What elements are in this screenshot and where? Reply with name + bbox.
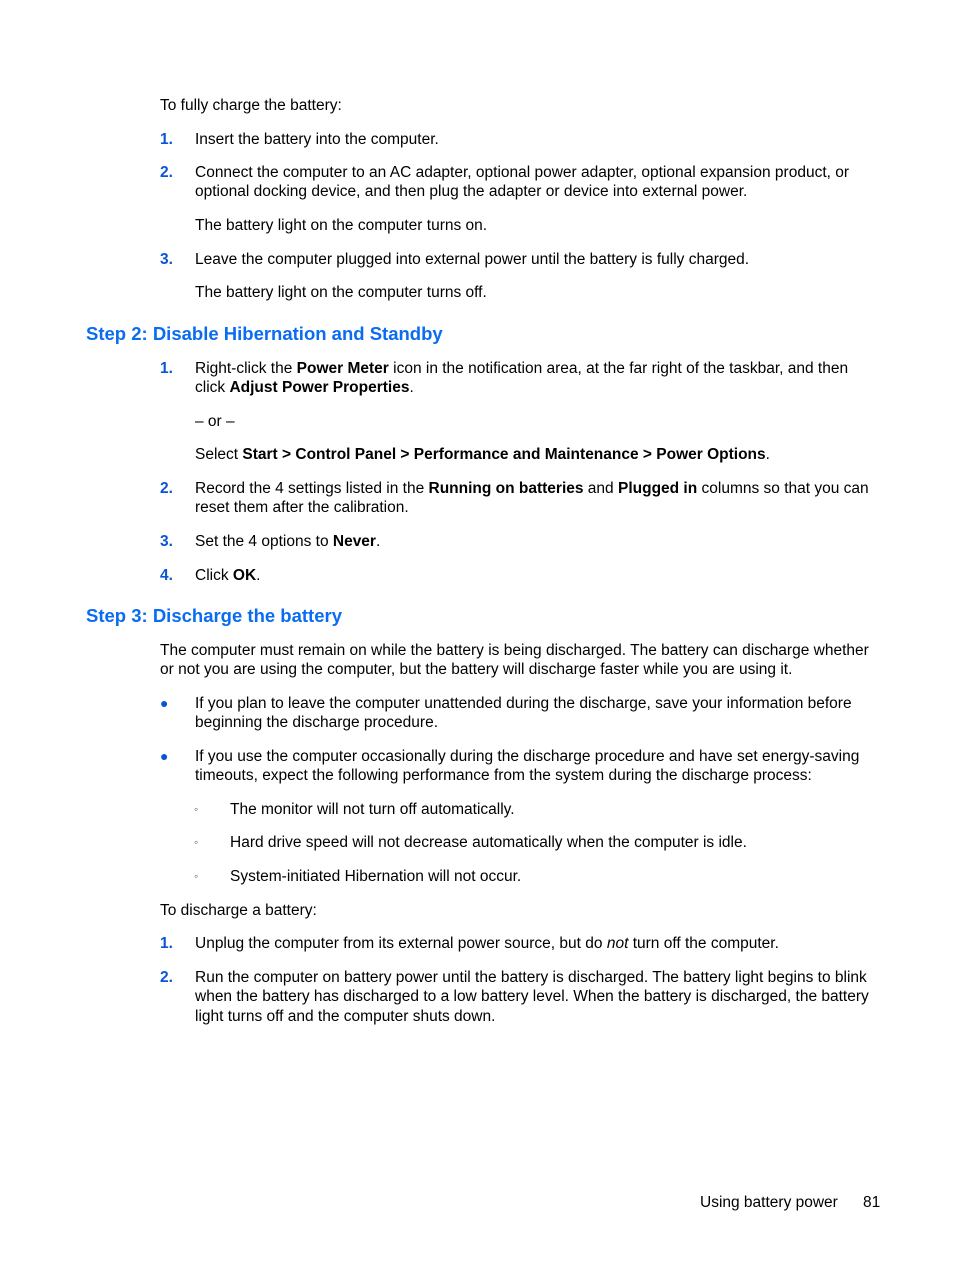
step-text: Unplug the computer from its external power source, but do not turn off the computer. (195, 935, 779, 952)
or-separator: – or – (195, 413, 235, 430)
step-text: Run the computer on battery power until the battery is discharged. The battery light begins to blink (195, 969, 867, 986)
bullet-text: If you plan to leave the computer unattended during the discharge, save your information before (195, 695, 852, 712)
discharge-intro: To discharge a battery: (160, 902, 317, 919)
subbullet-text: Hard drive speed will not decrease automatically when the computer is idle. (230, 834, 747, 851)
bullet-circle-icon: ◦ (194, 869, 199, 883)
step-text: reset them after the calibration. (195, 499, 409, 516)
bullet-dot-icon: ● (160, 748, 169, 764)
charge-step-note: The battery light on the computer turns off. (195, 284, 487, 301)
step-number: 3. (160, 251, 173, 268)
bullet-text: timeouts, expect the following performance from the system during the discharge process: (195, 767, 812, 784)
step-number: 1. (160, 131, 173, 148)
charge-step-text: Connect the computer to an AC adapter, optional power adapter, optional expansion product, or (195, 164, 850, 181)
step-number: 2. (160, 480, 173, 497)
step-text: Click OK. (195, 567, 261, 584)
step-text: Right-click the Power Meter icon in the notification area, at the far right of the taskbar, and then (195, 360, 849, 377)
section-heading: Step 3: Discharge the battery (86, 605, 342, 626)
step-number: 1. (160, 360, 173, 377)
paragraph: The computer must remain on while the battery is being discharged. The battery can discharge whether (160, 642, 869, 659)
charge-step-text: optional docking device, and then plug the adapter or device into external power. (195, 183, 748, 200)
menu-path: Select Start > Control Panel > Performance and Maintenance > Power Options. (195, 446, 770, 463)
bullet-text: If you use the computer occasionally during the discharge procedure and have set energy-saving (195, 748, 860, 765)
subbullet-text: System-initiated Hibernation will not occur. (230, 868, 522, 885)
section-heading: Step 2: Disable Hibernation and Standby (86, 323, 443, 344)
step-text: click Adjust Power Properties. (195, 379, 414, 396)
charge-step-text: Insert the battery into the computer. (195, 131, 439, 148)
step-number: 4. (160, 567, 173, 584)
bullet-dot-icon: ● (160, 695, 169, 711)
step-number: 2. (160, 164, 173, 181)
charge-step-text: Leave the computer plugged into external power until the battery is fully charged. (195, 251, 750, 268)
charge-step-note: The battery light on the computer turns on. (195, 217, 488, 234)
step-text: when the battery has discharged to a low battery level. When the battery is discharged, the battery (195, 988, 869, 1005)
step-number: 1. (160, 935, 173, 952)
page-number: 81 (863, 1194, 881, 1211)
step-number: 3. (160, 533, 173, 550)
footer-section-title: Using battery power (700, 1194, 838, 1211)
bullet-text: beginning the discharge procedure. (195, 714, 439, 731)
step-text: light turns off and the computer shuts down. (195, 1008, 496, 1025)
step-text: Record the 4 settings listed in the Running on batteries and Plugged in columns so that you can (195, 480, 869, 497)
step-number: 2. (160, 969, 173, 986)
bullet-circle-icon: ◦ (194, 802, 199, 816)
subbullet-text: The monitor will not turn off automatically. (230, 801, 515, 818)
bullet-circle-icon: ◦ (194, 835, 199, 849)
step-text: Set the 4 options to Never. (195, 533, 381, 550)
charge-intro: To fully charge the battery: (160, 97, 342, 114)
paragraph: or not you are using the computer, but the battery will discharge faster while you are using it. (160, 661, 793, 678)
